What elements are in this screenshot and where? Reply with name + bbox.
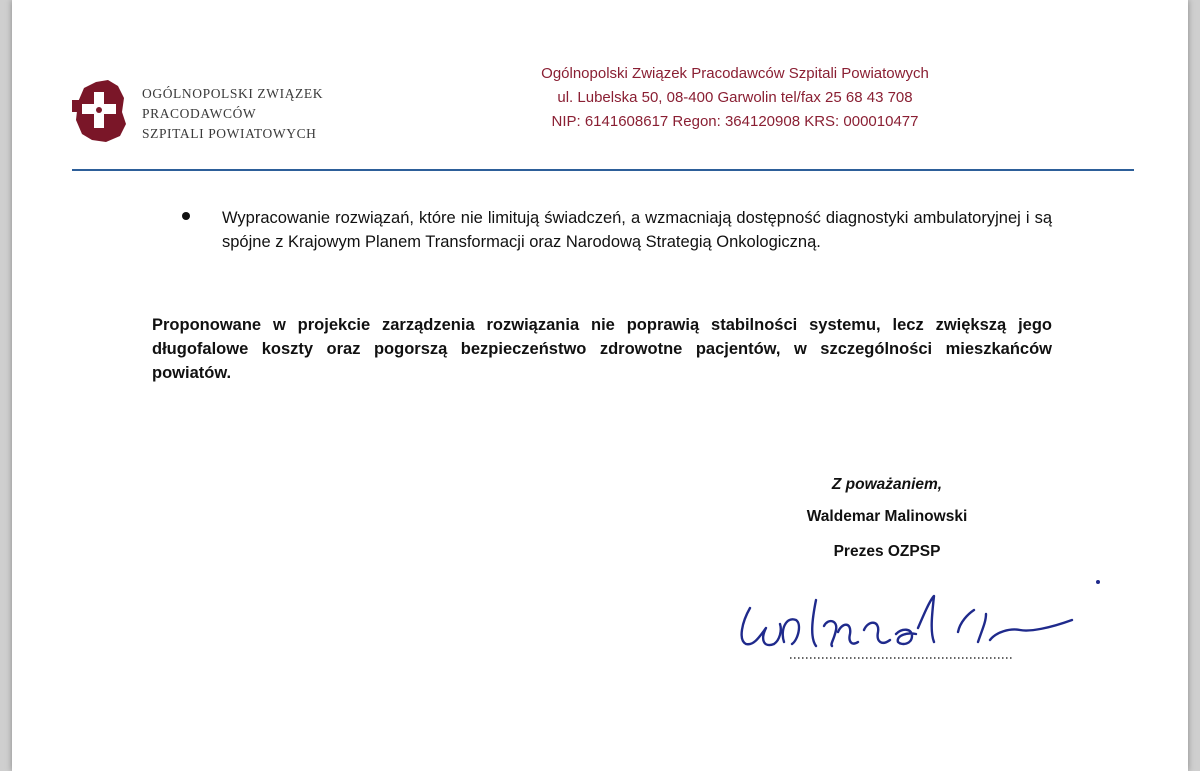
- conclusion-paragraph: Proponowane w projekcie zarządzenia rozwiązania nie poprawią stabilności systemu, lecz zwiększą jego długofalowe koszty oraz pogorszą bezpieczeństwo zdrowotne pacjentów, w szczególności mieszkańców powiatów.: [152, 316, 1052, 382]
- organization-address: ul. Lubelska 50, 08-400 Garwolin tel/fax 25 68 43 708: [557, 89, 913, 106]
- organization-registry-ids: NIP: 6141608617 Regon: 364120908 KRS: 000010477: [551, 113, 919, 130]
- bullet-item: [182, 206, 1052, 254]
- organization-name: Ogólnopolski Związek Pracodawców Szpitali Powiatowych: [541, 65, 929, 82]
- closing-block: [772, 476, 1002, 561]
- logo-line: PRACODAWCÓW: [142, 106, 257, 121]
- organization-logo: [64, 72, 364, 152]
- logo-line: OGÓLNOPOLSKI ZWIĄZEK: [142, 86, 324, 101]
- logo-line: SZPITALI POWIATOWYCH: [142, 126, 317, 141]
- header-divider: [72, 169, 1134, 171]
- letterhead-contact: [500, 62, 970, 134]
- signer-name: Waldemar Malinowski: [806, 508, 968, 525]
- signer-title: Prezes OZPSP: [833, 543, 941, 560]
- bullet-point-icon: [182, 212, 190, 220]
- letter-page: [12, 0, 1188, 771]
- logo-map-cross-icon: [64, 72, 134, 144]
- bullet-text: Wypracowanie rozwiązań, które nie limitują świadczeń, a wzmacniają dostępność diagnostyki ambulatoryjnej i są spójne z Krajowym Planem Transformacji oraz Narodową Strategią Onkologiczną.: [222, 209, 1052, 251]
- closing-greeting: Z poważaniem,: [831, 476, 943, 493]
- logo-wordmark: [142, 84, 323, 144]
- handwritten-signature: [720, 570, 1110, 670]
